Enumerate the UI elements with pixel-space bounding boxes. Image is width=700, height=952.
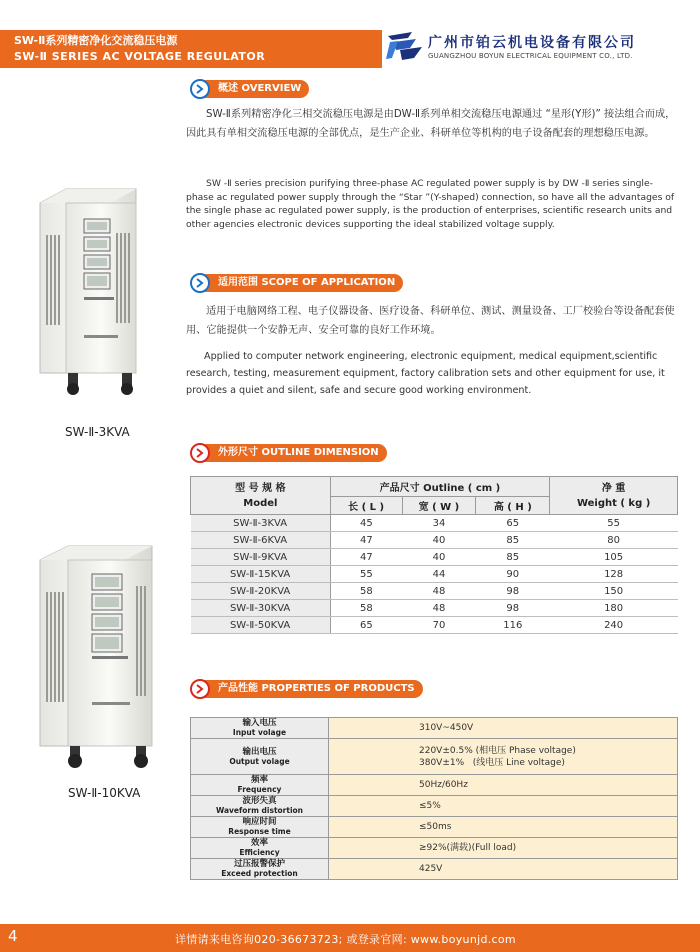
properties-heading-text: 产品性能 PROPERTIES OF PRODUCTS: [218, 683, 415, 694]
cell-weight: 105: [550, 549, 678, 566]
overview-heading-text: 概述 OVERVIEW: [218, 83, 302, 94]
col-outline-header: 产品尺寸 Outline ( cm ): [330, 477, 550, 497]
regulator-3kva-image: [38, 185, 138, 397]
chevron-right-icon: [190, 443, 210, 463]
application-heading: [196, 274, 403, 292]
col-model-header: [191, 477, 331, 515]
table-row: [191, 600, 678, 617]
application-text-cn: 适用于电脑网络工程、电子仪器设备、医疗设备、科研单位、测试、测量设备、工厂校验台等设备配套使用、它能提供一个安静无声、安全可靠的良好工作环境。: [186, 306, 675, 336]
cell-model: SW-Ⅱ-3KVA: [191, 515, 331, 532]
cell-width: 40: [402, 532, 476, 549]
cell-model: SW-Ⅱ-6KVA: [191, 532, 331, 549]
prop-key: [191, 718, 329, 739]
cell-length: 47: [330, 532, 402, 549]
table-row: [191, 515, 678, 532]
col-width-header: 宽 ( W ): [402, 497, 476, 515]
table-row: [191, 859, 678, 880]
cell-width: 70: [402, 617, 476, 634]
prop-key: [191, 739, 329, 775]
prop-key-cn: 响应时间: [242, 817, 277, 827]
cell-height: 90: [476, 566, 550, 583]
header-banner: [0, 30, 382, 68]
overview-heading: [196, 80, 309, 98]
prop-value-line: ≤50ms: [419, 822, 452, 832]
table-row: [191, 617, 678, 634]
application-heading-text: 适用范围 SCOPE OF APPLICATION: [218, 277, 396, 288]
overview-text-en: SW -Ⅱ series precision purifying three-phase AC regulated power supply is by DW -Ⅱ series single-phase ac regulated power supply through the “Star ”(Y-shaped) connection, so have all the advantages of the single phase ac regulated power supply, is the production of enterprises, scientific research units and other agencies electronic devices supporting the ideal stabilized voltage supply.: [186, 178, 675, 230]
col-height-header: 高 ( H ): [476, 497, 550, 515]
cell-length: 58: [330, 600, 402, 617]
cell-width: 34: [402, 515, 476, 532]
cell-length: 65: [330, 617, 402, 634]
col-weight-en: Weight ( kg ): [576, 497, 651, 509]
chevron-right-icon: [190, 273, 210, 293]
cell-model: SW-Ⅱ-50KVA: [191, 617, 331, 634]
chevron-right-icon: [190, 79, 210, 99]
footer-bar: [0, 924, 700, 952]
company-name-cn: 广州市铂云机电设备有限公司: [428, 35, 636, 51]
cell-weight: 55: [550, 515, 678, 532]
col-model-cn: 型 号 规 格: [235, 482, 286, 494]
prop-key: [191, 796, 329, 817]
prop-key-en: Exceed protection: [221, 869, 298, 878]
cell-weight: 240: [550, 617, 678, 634]
dimension-table: [190, 476, 678, 634]
prop-key: [191, 817, 329, 838]
company-name-en: GUANGZHOU BOYUN ELECTRICAL EQUIPMENT CO., LTD.: [428, 52, 633, 60]
dimension-heading-text: 外形尺寸 OUTLINE DIMENSION: [218, 447, 379, 458]
overview-text-cn: SW-Ⅱ系列精密净化三相交流稳压电源是由DW-Ⅱ系列单相交流稳压电源通过 “星形(Y形)” 接法组合而成，因此具有单相交流稳压电源的全部优点，是生产企业、科研单位等机构的电子设备配套的理想稳压电源。: [186, 109, 676, 139]
cell-height: 85: [476, 532, 550, 549]
table-row: [191, 838, 678, 859]
unit2-label: SW-Ⅱ-10KVA: [68, 786, 141, 800]
cell-height: 116: [476, 617, 550, 634]
prop-key-cn: 输入电压: [242, 718, 277, 728]
cell-height: 98: [476, 600, 550, 617]
chevron-right-icon: [190, 679, 210, 699]
table-row: [191, 739, 678, 775]
dimension-heading: [196, 444, 387, 462]
prop-key-en: Efficiency: [239, 848, 280, 857]
regulator-10kva-image: [38, 542, 156, 770]
prop-value-line: 220V±0.5% (相电压 Phase voltage): [419, 745, 576, 756]
prop-key-en: Waveform distortion: [215, 806, 304, 815]
col-model-en: Model: [243, 497, 278, 509]
prop-value: [329, 775, 678, 796]
prop-value-line: ≤5%: [419, 801, 441, 811]
application-text-en: Applied to computer network engineering, electronic equipment, medical equipment,scientific research, testing, measurement equipment, factory calibration sets and other equipment for use, it provides a quiet and silent, safe and secure good working environment.: [186, 351, 665, 396]
prop-key-cn: 波形失真: [242, 796, 277, 806]
cell-length: 47: [330, 549, 402, 566]
table-row: [191, 532, 678, 549]
prop-value-line: ≥92%(满载)(Full load): [419, 843, 517, 853]
prop-key-cn: 频率: [250, 775, 268, 785]
cell-length: 55: [330, 566, 402, 583]
prop-value: [329, 817, 678, 838]
prop-key: [191, 859, 329, 880]
prop-value-line: 50Hz/60Hz: [419, 780, 468, 790]
prop-key-en: Output volage: [229, 756, 290, 766]
company-logo-icon: [386, 30, 424, 62]
cell-model: SW-Ⅱ-30KVA: [191, 600, 331, 617]
unit1-label: SW-Ⅱ-3KVA: [65, 425, 130, 439]
col-weight-header: [550, 477, 678, 515]
prop-value-line: 425V: [419, 864, 443, 874]
footer-contact-text: 详情请来电咨询020-36673723; 或登录官网: www.boyunjd.com: [175, 933, 516, 946]
cell-width: 44: [402, 566, 476, 583]
cell-model: SW-Ⅱ-9KVA: [191, 549, 331, 566]
col-length-header: 长 ( L ): [330, 497, 402, 515]
cell-height: 65: [476, 515, 550, 532]
prop-key: [191, 838, 329, 859]
table-row: [191, 817, 678, 838]
header-title-cn: SW-Ⅱ系列精密净化交流稳压电源: [14, 34, 178, 47]
cell-length: 45: [330, 515, 402, 532]
col-weight-cn: 净 重: [601, 482, 626, 494]
cell-weight: 180: [550, 600, 678, 617]
cell-model: SW-Ⅱ-15KVA: [191, 566, 331, 583]
cell-height: 98: [476, 583, 550, 600]
table-row: [191, 775, 678, 796]
cell-model: SW-Ⅱ-20KVA: [191, 583, 331, 600]
table-row: [191, 566, 678, 583]
cell-width: 40: [402, 549, 476, 566]
table-row: [191, 718, 678, 739]
table-row: [191, 549, 678, 566]
prop-key-en: Input volage: [232, 728, 287, 737]
cell-weight: 150: [550, 583, 678, 600]
prop-value-line: 310V~450V: [419, 723, 474, 733]
prop-value: [329, 859, 678, 880]
cell-width: 48: [402, 600, 476, 617]
prop-value: [329, 796, 678, 817]
prop-value: [329, 838, 678, 859]
cell-width: 48: [402, 583, 476, 600]
prop-value: [329, 718, 678, 739]
cell-length: 58: [330, 583, 402, 600]
properties-heading: [196, 680, 423, 698]
header-title-en: SW-Ⅱ SERIES AC VOLTAGE REGULATOR: [14, 50, 266, 63]
prop-key-en: Frequency: [237, 785, 282, 794]
table-row: [191, 796, 678, 817]
cell-weight: 80: [550, 532, 678, 549]
cell-weight: 128: [550, 566, 678, 583]
prop-key-cn: 效率: [250, 838, 268, 848]
cell-height: 85: [476, 549, 550, 566]
prop-value-line: 380V±1% (线电压 Line voltage): [419, 757, 565, 768]
prop-key: [191, 775, 329, 796]
prop-key-cn: 输出电压: [242, 746, 277, 757]
prop-key-cn: 过压报警保护: [233, 859, 285, 869]
prop-key-en: Response time: [228, 827, 291, 836]
properties-table: [190, 717, 678, 880]
prop-value: [329, 739, 678, 775]
table-row: [191, 583, 678, 600]
page-number: 4: [8, 927, 18, 945]
